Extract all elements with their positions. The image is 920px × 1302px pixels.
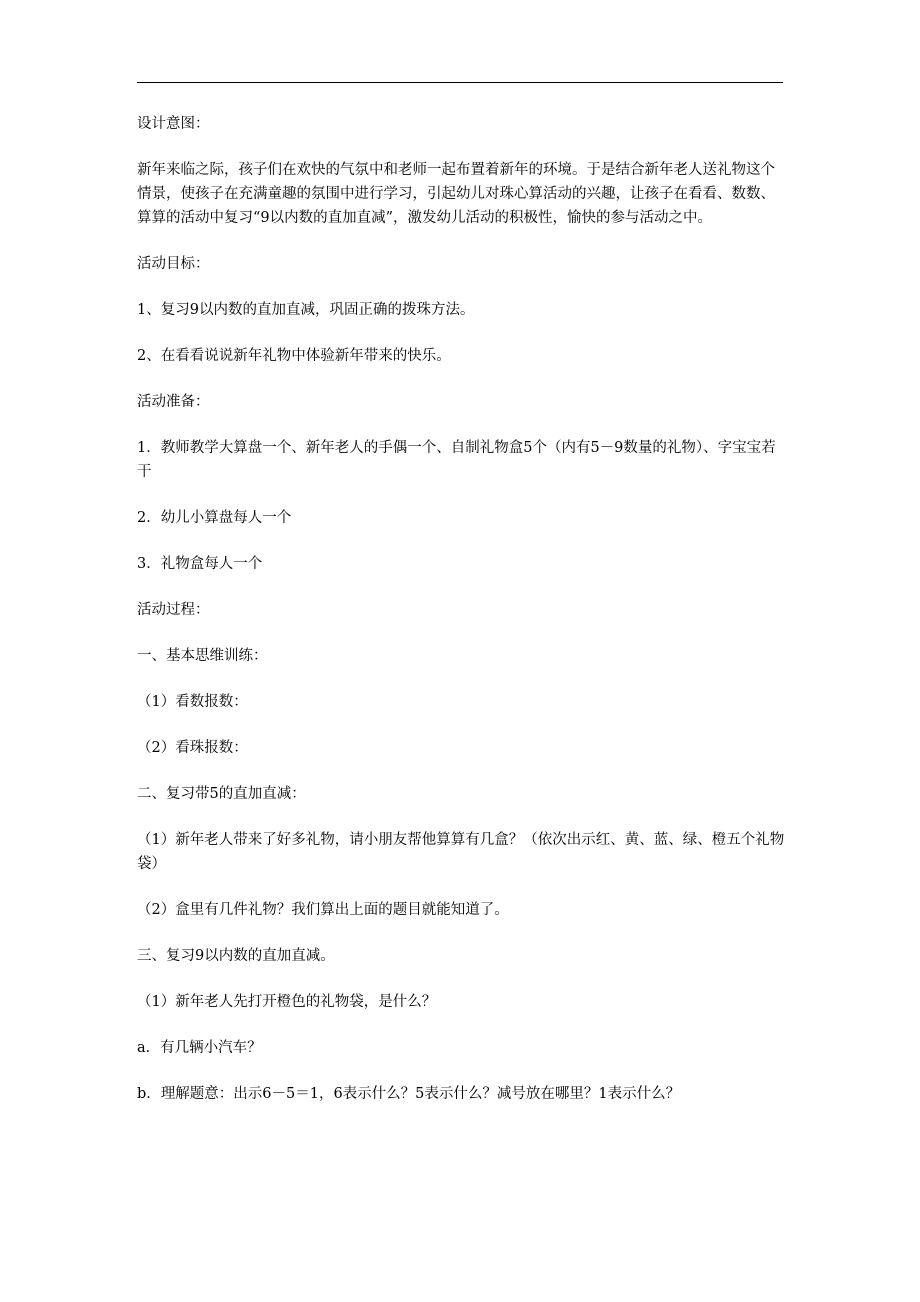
heading-activity-prep: 活动准备：: [137, 394, 210, 410]
section-3-item-a: a．有几辆小汽车？: [137, 1040, 262, 1056]
section-2-item-2: （2）盒里有几件礼物？我们算出上面的题目就能知道了。: [137, 902, 509, 918]
section-3-title: 三、复习9以内数的直加直减。: [137, 948, 335, 964]
goal-item-1: 1、复习9以内数的直加直减，巩固正确的拨珠方法。: [137, 302, 475, 318]
paragraph-design-intent: 新年来临之际，孩子们在欢快的气氛中和老师一起布置着新年的环境。于是结合新年老人送礼物这个情景，使孩子在充满童趣的氛围中进行学习，引起幼儿对珠心算活动的兴趣，让孩子在看看、数数、算算的活动中复习“9以内数的直加直减”，激发幼儿活动的积极性，愉快的参与活动之中。: [137, 162, 775, 226]
section-1-item-1: （1）看数报数：: [137, 694, 248, 710]
section-3-item-1: （1）新年老人先打开橙色的礼物袋，是什么？: [137, 994, 437, 1010]
prep-item-1: 1．教师教学大算盘一个、新年老人的手偶一个、自制礼物盒5个（内有5－9数量的礼物）、字宝宝若干: [137, 440, 776, 480]
header-rule: [137, 82, 783, 83]
section-1-item-2: （2）看珠报数：: [137, 740, 248, 756]
section-2-item-1: （1）新年老人带来了好多礼物，请小朋友帮他算算有几盒？（依次出示红、黄、蓝、绿、橙五个礼物袋）: [137, 832, 785, 872]
heading-activity-goals: 活动目标：: [137, 256, 210, 272]
section-2-title: 二、复习带5的直加直减：: [137, 786, 306, 802]
heading-activity-process: 活动过程：: [137, 602, 210, 618]
document-body: [137, 112, 785, 1128]
prep-item-2: 2．幼儿小算盘每人一个: [137, 510, 292, 526]
prep-item-3: 3．礼物盒每人一个: [137, 556, 263, 572]
heading-design-intent: 设计意图：: [137, 116, 210, 132]
section-3-item-b: b．理解题意：出示6－5＝1，6表示什么？5表示什么？减号放在哪里？1表示什么？: [137, 1086, 681, 1102]
section-1-title: 一、基本思维训练：: [137, 648, 268, 664]
goal-item-2: 2、在看看说说新年礼物中体验新年带来的快乐。: [137, 348, 451, 364]
